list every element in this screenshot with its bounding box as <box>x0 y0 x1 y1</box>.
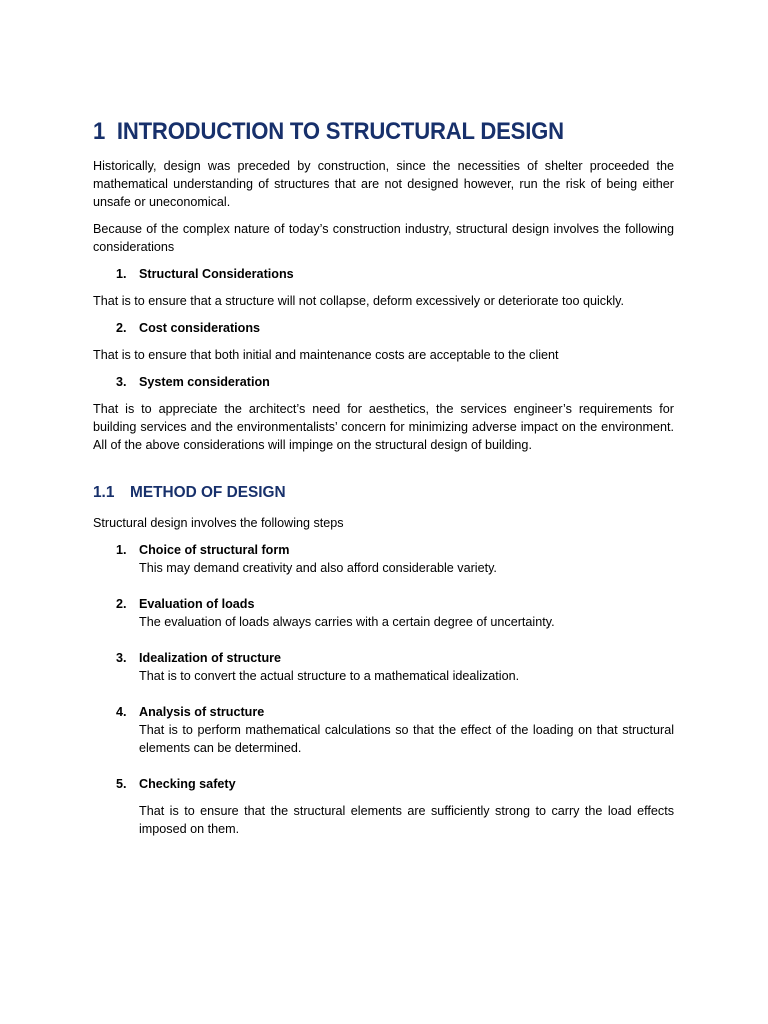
step-5-text: That is to ensure that the structural elements are sufficiently strong to carry the load effects imposed on them. <box>139 804 674 836</box>
step-1 <box>93 541 674 577</box>
consideration-1-text: That is to ensure that a structure will not collapse, deform excessively or deteriorate too quickly. <box>93 294 625 308</box>
step-2-number: 2. <box>116 597 127 611</box>
page-content <box>93 118 674 856</box>
step-4-text: That is to perform mathematical calculations so that the effect of the loading on that structural elements can be determined. <box>139 723 674 755</box>
section-heading <box>93 483 674 503</box>
consideration-2-title: Cost considerations <box>139 321 261 335</box>
chapter-heading <box>93 118 628 146</box>
step-4-number: 4. <box>116 705 127 719</box>
step-4 <box>93 703 674 757</box>
intro-paragraph-2: Because of the complex nature of today’s construction industry, structural design involves the following considerations <box>93 222 674 254</box>
step-5 <box>93 775 674 838</box>
step-3-title: Idealization of structure <box>139 651 282 665</box>
consideration-3-number: 3. <box>116 375 127 389</box>
step-2-text: The evaluation of loads always carries with a certain degree of uncertainty. <box>139 615 555 629</box>
consideration-3-text: That is to appreciate the architect’s need for aesthetics, the services engineer’s requirements for building services and the environmentalists’ concern for minimizing adverse impact on the environment. All of the above considerations will impinge on the structural design of building. <box>93 402 674 452</box>
consideration-1-title: Structural Considerations <box>139 267 294 281</box>
step-1-number: 1. <box>116 543 127 557</box>
consideration-2-number: 2. <box>116 321 127 335</box>
step-5-number: 5. <box>116 777 127 791</box>
step-3-number: 3. <box>116 651 127 665</box>
section-title: METHOD OF DESIGN <box>130 484 286 501</box>
chapter-number: 1 <box>93 118 106 145</box>
consideration-1-heading <box>93 265 674 283</box>
step-5-title: Checking safety <box>139 777 236 791</box>
step-4-title: Analysis of structure <box>139 705 265 719</box>
step-3 <box>93 649 674 685</box>
section-number: 1.1 <box>93 484 115 501</box>
consideration-2-heading <box>93 319 674 337</box>
step-2 <box>93 595 674 631</box>
intro-paragraph-1: Historically, design was preceded by construction, since the necessities of shelter proceeded the mathematical understanding of structures that are not designed however, run the risk of being either unsafe or uneconomical. <box>93 159 674 209</box>
consideration-2-text: That is to ensure that both initial and maintenance costs are acceptable to the client <box>93 348 559 362</box>
step-3-text: That is to convert the actual structure to a mathematical idealization. <box>139 669 520 683</box>
step-1-title: Choice of structural form <box>139 543 290 557</box>
consideration-1-number: 1. <box>116 267 127 281</box>
chapter-title: INTRODUCTION TO STRUCTURAL DESIGN <box>116 118 564 145</box>
consideration-3-heading <box>93 373 674 391</box>
step-2-title: Evaluation of loads <box>139 597 255 611</box>
consideration-3-title: System consideration <box>139 375 270 389</box>
step-1-text: This may demand creativity and also afford considerable variety. <box>139 561 497 575</box>
section-intro: Structural design involves the following steps <box>93 516 344 530</box>
